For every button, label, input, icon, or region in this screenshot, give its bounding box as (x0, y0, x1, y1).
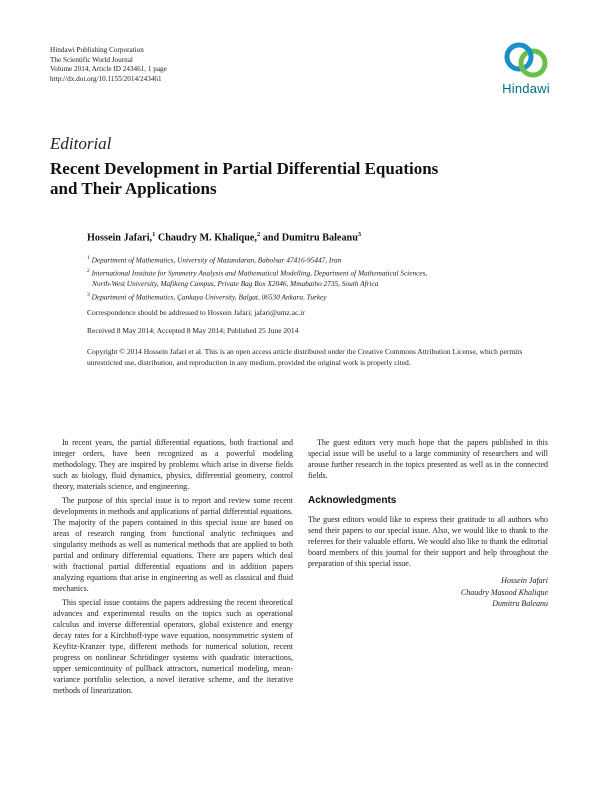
body-column-left (53, 437, 293, 699)
volume-line: Volume 2014, Article ID 243461, 1 page (50, 65, 167, 74)
body-paragraph: This special issue contains the papers addressing the recent theoretical advances and experimental results on the topics such as operational calculus and inverse differential operators, global existence and energy decay rates for a Kirchhoff-type wave equation, nonsymmetric system of Keyfitz-Kranzer type, different methods for numerical solution, recent progress on nonlinear Schrödinger systems with quadratic interactions, upper semicontinuity of pullback attractors, numerical modeling, mean-variance portfolio selection, a novel iterative scheme, and the iterative methods of linearization. (53, 598, 293, 695)
author-sup: 1 (152, 231, 156, 238)
acknowledgments-heading: Acknowledgments (308, 495, 397, 506)
body-paragraph: The purpose of this special issue is to report and review some recent developments in methods and applications of partial differential equations. The majority of the papers contained in this special issue are based on areas of research ranging from functional analytic techniques and singularity methods as well as numerical methods that are applied to both partial and ordinary differential equations. There are papers which deal with fractional partial differential equations and in addition papers analyzing equations that arise in engineering as well as classical and fluid mechanics. (53, 496, 293, 593)
signature-name: Hossein Jafari (501, 576, 548, 585)
affiliations (87, 253, 557, 303)
copyright-notice: Copyright © 2014 Hossein Jafari et al. This is an open access article distributed under the Creative Commons Attribution License, which permits unrestricted use, distribution, and reproduction in any medium, provided the original work is properly cited. (87, 347, 523, 367)
affiliation-sup: 3 (87, 291, 90, 298)
body-paragraph: The guest editors very much hope that the papers published in this special issue will be useful to a large community of researchers and will arouse further research in the topics presented as well as in the connected fields. (308, 438, 548, 480)
affiliation-3 (87, 290, 557, 303)
affiliation-text: International Institute for Symmetry Analysis and Mathematical Modelling, Department of Mathematical Sciences, (91, 268, 428, 278)
journal-header (50, 46, 167, 84)
author-sup: 3 (357, 231, 362, 238)
hindawi-logo (494, 40, 558, 96)
author-name: and Dumitru Baleanu (262, 232, 358, 244)
body-paragraph: In recent years, the partial differential equations, both fractional and integer orders, have been recognized as a powerful modeling methodology. They are inspired by problems which arise in diverse fields such as biology, fluid dynamics, physics, differential geometry, control theory, materials science, and engineering. (53, 438, 293, 491)
body-column-right (308, 437, 548, 610)
editor-signatures (308, 575, 548, 610)
affiliation-2 (87, 266, 557, 279)
affiliation-1 (87, 253, 557, 266)
affiliation-text: Department of Mathematics, Çankaya University, Balgat, 06530 Ankara, Turkey (91, 292, 327, 302)
signature-name: Dumitru Baleanu (492, 599, 548, 608)
article-title (50, 159, 520, 199)
signature-name: Chaudry Masood Khalique (460, 587, 548, 597)
article-type: Editorial (50, 134, 112, 153)
hindawi-rings-icon (501, 40, 551, 80)
correspondence-line: Correspondence should be addressed to Hossein Jafari; jafari@umz.ac.ir (87, 308, 305, 317)
affiliation-2-cont: North-West University, Mafikeng Campus, Private Bag Box X2046, Mmabatho 2735, South Africa (92, 279, 379, 289)
author-name: Chaudry M. Khalique, (157, 232, 257, 244)
journal-name: The Scientific World Journal (50, 55, 133, 64)
publisher-name: Hindawi Publishing Corporation (50, 46, 144, 54)
title-line-1: Recent Development in Partial Differential Equations (50, 159, 439, 178)
affiliation-sup: 1 (87, 255, 90, 261)
title-line-2: and Their Applications (50, 179, 217, 198)
author-list (87, 231, 361, 243)
doi-link[interactable]: http://dx.doi.org/10.1155/2014/243461 (50, 74, 162, 83)
author-sup: 2 (256, 231, 261, 238)
affiliation-sup: 2 (87, 268, 90, 275)
affiliation-text: Department of Mathematics, University of Mazandaran, Babolsar 47416-95447, Iran (91, 255, 342, 265)
author-name: Hossein Jafari, (87, 232, 153, 244)
acknowledgments-text: The guest editors would like to express their gratitude to all authors who send their papers to our special issue. Also, we would like to thank to the referees for their valuable efforts. We would also like to thank the editorial board members of this journal for their support and help throughout the preparation of this special issue. (308, 515, 548, 568)
publication-dates: Received 8 May 2014; Accepted 8 May 2014; Published 25 June 2014 (87, 326, 299, 335)
hindawi-logo-text: Hindawi (502, 81, 550, 96)
